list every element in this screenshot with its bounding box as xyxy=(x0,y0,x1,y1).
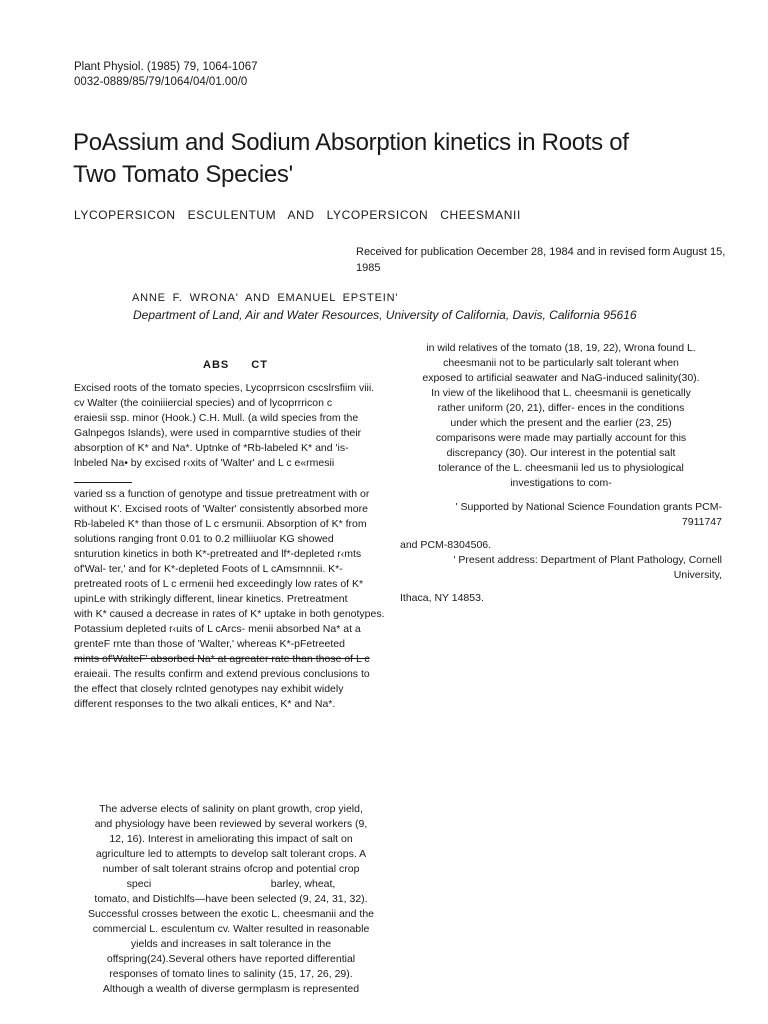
abstract-line: solutions ranging front 0.01 to 0.2 milliiuolar KG showed xyxy=(74,533,334,545)
abstract-line: different responses to the two alkali entices, K* and Na*. xyxy=(74,698,336,710)
abstract-line: varied ss a function of genotype and tissue pretreatment with or xyxy=(74,488,370,500)
abstract-top xyxy=(74,381,388,471)
species-subtitle: LYCOPERSICON ESCULENTUM AND LYCOPERSICON CHEESMANII xyxy=(74,208,521,222)
title-line-1: PoAssium and Sodium Absorption kinetics in Roots of xyxy=(73,129,629,156)
intro-line: tomato, and Distichlfs—have been selected (9, 24, 31, 32). xyxy=(94,893,368,905)
title-line-2: Two Tomato Species' xyxy=(73,161,293,188)
intro-line: The adverse elects of salinity on plant growth, crop yield, xyxy=(99,803,363,815)
abstract-line: cv Walter (the coiniiiercial species) and of lycoprrricon c xyxy=(74,397,333,409)
received-date: Received for publication Oecember 28, 1984 and in revised form August 15, 1985 xyxy=(356,246,726,274)
body-line: in wild relatives of the tomato (18, 19, 22), Wrona found L. xyxy=(426,342,696,354)
abstract-line: of'Wal- ter,' and for K*-depleted Foots of L cAmsmnnii. K*- xyxy=(74,563,343,575)
abstract-line: eraieaii. The results confirm and extend previous conclusions to xyxy=(74,668,370,680)
abstract-line: pretreated roots of L c ermenii hed exceedingly low rates of K* xyxy=(74,578,364,590)
intro-line: speci barley, wheat, xyxy=(126,878,336,890)
authors: ANNE F. WRONA' AND EMANUEL EPSTEIN' xyxy=(132,292,399,304)
body-line: tolerance of the L. cheesmanii led us to physiological xyxy=(438,462,684,474)
footnote-support-cont: and PCM-8304506. xyxy=(400,539,492,551)
abstract-line: upinLe with strikingly different, linear kinetics. Pretreatment xyxy=(74,593,348,605)
abstract-line: Rb-labeled K* than those of L c ersmunii. Absorption of K* from xyxy=(74,518,367,530)
article-title xyxy=(73,127,713,191)
body-line: In view of the likelihood that L. cheesmanii is genetically xyxy=(431,387,691,399)
body-line: cheesmanii not to be particularly salt tolerant when xyxy=(443,357,679,369)
abstract-line: Potassium depleted r‹uits of L cArcs- menii absorbed Na* at a xyxy=(74,623,361,635)
intro-line: 12, 16). Interest in ameliorating this impact of salt on xyxy=(109,833,353,845)
intro-line: Although a wealth of diverse germplasm is represented xyxy=(102,983,360,995)
abstract-line: lnbeled Na• by excised r‹xits of 'Walter' and L c e«rmesii xyxy=(74,457,335,469)
abstract-line: grenteF rnte than those of 'Walter,' whereas K*-pFetreeted xyxy=(74,638,345,650)
footnote-support: ' Supported by National Science Foundation grants PCM- xyxy=(455,501,722,513)
body-line: under which the present and the earlier (23, 25) xyxy=(450,417,672,429)
intro-line: commercial L. esculentum cv. Walter resulted in reasonable xyxy=(92,923,370,935)
abstract-line: Galnpegos Islands), were used in comparntive studies of their xyxy=(74,427,362,439)
body-line: rather uniform (20, 21), differ- ences in the conditions xyxy=(437,402,685,414)
journal-header xyxy=(74,60,257,90)
affiliation: Department of Land, Air and Water Resources, University of California, Davis, California 95616 xyxy=(133,308,637,322)
intro-line: and physiology have been reviewed by several workers (9, xyxy=(94,818,368,830)
footnote-support-cont: 7911747 xyxy=(681,516,722,528)
abstract-line: absorption of K* and Na*. Uptnke of *Rb-labeled K* and 'is- xyxy=(74,442,349,454)
abstract-heading: ABS CT xyxy=(203,359,268,371)
body-line: exposed to artificial seawater and NaG-induced salinity(30). xyxy=(422,372,700,384)
intro-line: agriculture led to attempts to develop salt tolerant crops. A xyxy=(95,848,367,860)
abstract-line: eraiesii ssp. minor (Hook.) C.H. Mull. (a wild species from the xyxy=(74,412,359,424)
doc-code: 0032-0889/85/79/1064/04/01.00/0 xyxy=(74,76,248,88)
citation: Plant Physiol. (1985) 79, 1064-1067 xyxy=(74,61,258,73)
intro-line: Successful crosses between the exotic L. cheesmanii and the xyxy=(88,908,374,920)
footnotes xyxy=(400,500,722,606)
abstract-bottom xyxy=(74,487,388,712)
abstract-line: snturution kinetics in both K*-pretreated and lf*-depleted r‹mts xyxy=(74,548,362,560)
introduction xyxy=(74,802,388,997)
abstract-line: the effect that closely rclnted genotypes nay exhibit widely xyxy=(74,683,344,695)
footnote-address: ' Present address: Department of Plant Pathology, Cornell xyxy=(453,554,722,566)
intro-line: number of salt tolerant strains ofcrop and potential crop xyxy=(102,863,360,875)
abstract-line: without K'. Excised roots of 'Walter' consistently absorbed more xyxy=(74,503,368,515)
intro-line: yields and increases in salt tolerance in the xyxy=(130,938,332,950)
intro-line: offspring(24).Several others have reported differential xyxy=(106,953,356,965)
right-column-text xyxy=(400,341,722,491)
abstract-line: with K* caused a decrease in rates of K* uptake in both genotypes. xyxy=(74,608,385,620)
footnote-rule xyxy=(74,482,132,483)
intro-line: responses of tomato lines to salinity (15, 17, 26, 29). xyxy=(109,968,353,980)
footnote-address-cont: Ithaca, NY 14853. xyxy=(400,592,484,604)
abstract-line: mints of'WalteF' absorbed Na* at agreater rate than those of L c xyxy=(74,653,370,665)
body-line: discrepancy (30). Our interest in the potential salt xyxy=(446,447,676,459)
body-line: comparisons were made may partially account for this xyxy=(435,432,687,444)
footnote-address-cont: University, xyxy=(673,569,722,581)
body-line: investigations to com- xyxy=(510,477,612,489)
abstract-line: Excised roots of the tomato species, Lycoprrsicon cscslrsfiim viii. xyxy=(74,382,375,394)
